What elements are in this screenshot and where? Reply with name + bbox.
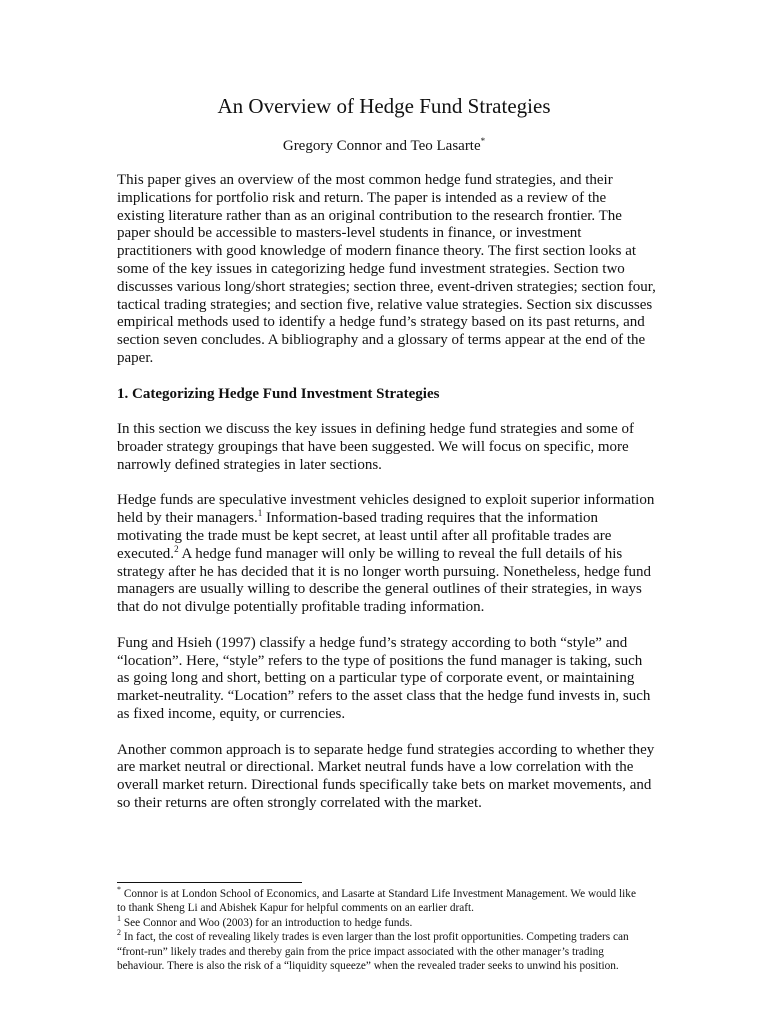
paragraph-text: Hedge funds are speculative investment vehicles designed to exploit superior information held by their managers. [117,492,655,527]
footnote-divider [117,882,302,883]
paper-body [117,172,657,830]
section-heading: 1. Categorizing Hedge Fund Investment Strategies [117,385,440,402]
section-paragraph-2 [117,492,657,617]
footnote-text: Connor is at London School of Economics, and Lasarte at Standard Life Investment Management. We would like to thank Sheng Li and Abishek Kapur for helpful comments on an earlier draft. [117,888,636,915]
footnote-1 [117,916,647,930]
footnote-ref-1: 1 [257,508,263,519]
author-names: Gregory Connor and Teo Lasarte [282,138,481,154]
footnote-ref-2: 2 [174,543,179,554]
footnote-mark: * [117,885,121,895]
paragraph-text: Information-based trading requires that the information motivating the trade must be kept secret, at least until after all profitable trades are executed. [117,510,612,562]
paper-authors [0,136,768,156]
paragraph-text: A hedge fund manager will only be willing to reveal the full details of his strategy after he has decided that it is no longer worth pursuing. Nonetheless, hedge fund managers are usually willing to describe the general outlines of their strategies, in ways that do not divulge potentially profitable trading information. [117,545,652,616]
footnote-text: In fact, the cost of revealing likely trades is even larger than the lost profit opportunities. Competing traders can “front-run” likely trades and thereby gain from the price impact associated with the other manager’s trading behaviour. There is also the risk of a “liquidity squeeze” when the revealed trader seeks to unwind his position. [117,931,629,973]
abstract-paragraph: This paper gives an overview of the most common hedge fund strategies, and their implications for portfolio risk and return. The paper is intended as a review of the existing literature rather than as an original contribution to the research frontier. The paper should be accessible to masters-level students in finance, or investment practitioners with good knowledge of modern finance theory. The first section looks at some of the key issues in categorizing hedge fund investment strategies. Section two discusses various long/short strategies; section three, event-driven strategies; section four, tactical trading strategies; and section five, relative value strategies. Section six discusses empirical methods used to identify a hedge fund’s strategy based on its past returns, and section seven concludes. A bibliography and a glossary of terms appear at the end of the paper. [117,172,656,366]
paper-title: An Overview of Hedge Fund Strategies [217,94,551,118]
footnotes [117,887,647,973]
footnote-mark: 2 [117,928,121,938]
author-footnote-mark: * [480,136,486,146]
footnote-text: See Connor and Woo (2003) for an introduction to hedge funds. [121,916,413,929]
footnote-2 [117,930,647,973]
section-paragraph-4: Another common approach is to separate hedge fund strategies according to whether they are market neutral or directional. Market neutral funds have a low correlation with the overall market return. Directional funds specifically take bets on market movements, and so their returns are often strongly correlated with the market. [117,741,655,811]
footnote-author [117,887,647,916]
footnote-mark: 1 [117,914,121,924]
section-paragraph-3: Fung and Hsieh (1997) classify a hedge fund’s strategy according to both “style” and “location”. Here, “style” refers to the type of positions the fund manager is taking, such as going long and short, betting on a particular type of corporate event, or maintaining market-neutrality. “Location” refers to the asset class that the hedge fund invests in, such as fixed income, equity, or currencies. [117,634,651,722]
section-paragraph-1: In this section we discuss the key issues in defining hedge fund strategies and some of broader strategy groupings that have been suggested. We will focus on specific, more narrowly defined strategies in later sections. [117,421,634,473]
